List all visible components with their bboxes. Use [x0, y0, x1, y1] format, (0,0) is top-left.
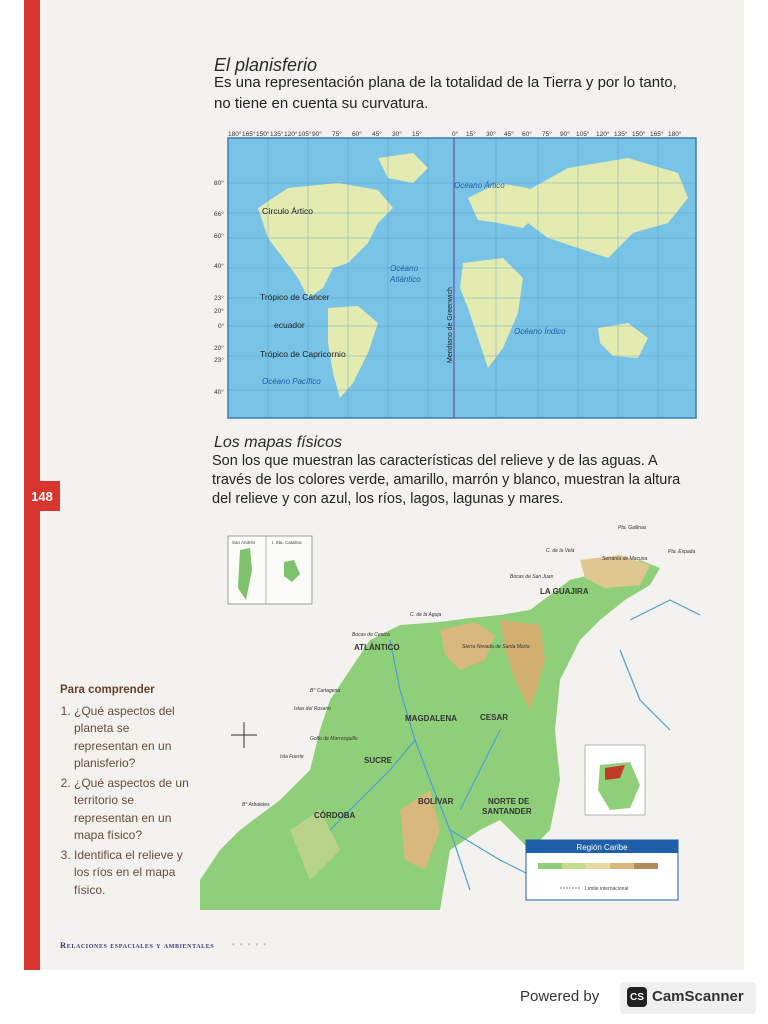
top-tick-labels: [228, 130, 682, 138]
page-footer: Relaciones espaciales y ambientales: [60, 940, 215, 950]
place-label: Pta. Espada: [668, 549, 696, 555]
label-tropico-capricornio: Trópico de Capricornio: [260, 349, 346, 359]
dept-sucre: SUCRE: [364, 756, 393, 765]
tick-left: 66°: [214, 211, 224, 218]
place-label: C. de la Vela: [546, 548, 575, 554]
label-oceano-atlantico-1: Océano: [390, 264, 419, 273]
tick-top: 15°: [466, 131, 476, 138]
question-item: 1. ¿Qué aspectos del planeta se representan en un planisferio?: [74, 703, 190, 773]
label-oceano-atlantico-2: Atlántico: [390, 275, 421, 284]
section-title-mapas-fisicos: Los mapas físicos: [214, 434, 343, 451]
place-label: Sierra Nevada de Santa Marta: [462, 644, 530, 650]
tick-top: 180°: [228, 131, 242, 138]
inset-label: I. Sta. Catalina: [272, 540, 302, 545]
question-item: 3. Identifica el relieve y los ríos en el mapa físico.: [74, 847, 190, 900]
tick-left: 23°: [214, 295, 224, 302]
camscanner-brand: CamScanner: [652, 988, 744, 1005]
tick-left: 23°: [214, 357, 224, 364]
physical-map-region-caribe: [200, 525, 708, 910]
tick-top: 180°: [668, 131, 682, 138]
tick-top: 135°: [270, 131, 284, 138]
dept-la-guajira: LA GUAJIRA: [540, 587, 589, 596]
place-label: Isla Fuerte: [280, 754, 304, 760]
tick-left: 80°: [214, 180, 224, 187]
dept-cordoba: CÓRDOBA: [314, 811, 356, 820]
place-label: B° Arboletes: [242, 802, 270, 808]
legend-note: Límite internacional: [585, 886, 629, 892]
powered-by-text: Powered by: [520, 988, 600, 1005]
tick-top: 90°: [560, 131, 570, 138]
place-label: Islas del Rosario: [294, 706, 331, 712]
tick-top: 150°: [632, 131, 646, 138]
tick-top: 120°: [284, 131, 298, 138]
dept-cesar: CESAR: [480, 713, 509, 722]
label-oceano-artico: Océano Ártico: [454, 181, 505, 190]
tick-top: 30°: [486, 131, 496, 138]
tick-top: 0°: [452, 131, 459, 138]
tick-left: 0°: [218, 323, 225, 330]
label-ecuador: ecuador: [274, 320, 305, 330]
tick-top: 165°: [650, 131, 664, 138]
dept-magdalena: MAGDALENA: [405, 714, 457, 723]
question-item: 2. ¿Qué aspectos de un territorio se representan en un mapa físico?: [74, 775, 190, 845]
tick-top: 105°: [298, 131, 312, 138]
tick-top: 120°: [596, 131, 610, 138]
dept-norte-de: NORTE DE: [488, 797, 530, 806]
inset-label: San Andrés: [232, 540, 256, 545]
section-title-planisferio: El planisferio: [214, 55, 318, 75]
place-label: Golfo de Morrosquillo: [310, 736, 358, 742]
tick-top: 135°: [614, 131, 628, 138]
label-tropico-cancer: Trópico de Cáncer: [260, 292, 330, 302]
para-comprender-box: [60, 682, 190, 901]
label-oceano-indico: Océano Índico: [514, 327, 566, 336]
tick-top: 105°: [576, 131, 590, 138]
tick-top: 90°: [312, 131, 322, 138]
dept-atlantico: ATLÁNTICO: [354, 643, 400, 652]
tick-left: 40°: [214, 263, 224, 270]
tick-left: 20°: [214, 345, 224, 352]
compass-rose-icon: [231, 722, 257, 748]
para-comprender-title: Para comprender: [60, 684, 155, 696]
tick-top: 30°: [392, 131, 402, 138]
tick-left: 20°: [214, 308, 224, 315]
place-label: Bocas de Ceniza: [352, 632, 390, 638]
footer-dots: •••••: [232, 940, 272, 949]
tick-top: 165°: [242, 131, 256, 138]
place-label: C. de la Aguja: [410, 612, 442, 618]
world-map: [214, 128, 696, 418]
place-label: Serranía de Macuira: [602, 556, 648, 562]
place-label: B° Cartagena: [310, 688, 341, 694]
tick-top: 60°: [352, 131, 362, 138]
label-oceano-pacifico: Océano Pacífico: [262, 377, 321, 386]
page-number: 148: [24, 481, 60, 511]
section-body-planisferio: Es una representación plana de la totalidad de la Tierra y por lo tanto, no tiene en cuenta su curvatura.: [214, 74, 677, 112]
tick-top: 75°: [542, 131, 552, 138]
tick-top: 60°: [522, 131, 532, 138]
tick-top: 45°: [504, 131, 514, 138]
tick-top: 15°: [412, 131, 422, 138]
label-circulo-artico: Círculo Ártico: [262, 206, 314, 216]
label-meridiano-greenwich: Meridiano de Greenwich: [447, 287, 454, 363]
camscanner-logo-icon: CS: [627, 987, 647, 1007]
dept-bolivar: BOLÍVAR: [418, 797, 454, 806]
tick-left: 40°: [214, 389, 224, 396]
tick-top: 75°: [332, 131, 342, 138]
place-label: Bocas de San Juan: [510, 574, 554, 580]
tick-top: 45°: [372, 131, 382, 138]
tick-top: 150°: [256, 131, 270, 138]
section-body-mapas-fisicos: Son los que muestran las características del relieve y de las aguas. A través de los colores verde, amarillo, marrón y blanco, muestran la altura del relieve y con azul, los ríos, lagos, lagunas y mares.: [212, 453, 681, 507]
tick-left: 60°: [214, 233, 224, 240]
place-label: Pta. Gallinas: [618, 525, 647, 531]
dept-santander: SANTANDER: [482, 807, 532, 816]
legend-title: Región Caribe: [576, 843, 628, 852]
